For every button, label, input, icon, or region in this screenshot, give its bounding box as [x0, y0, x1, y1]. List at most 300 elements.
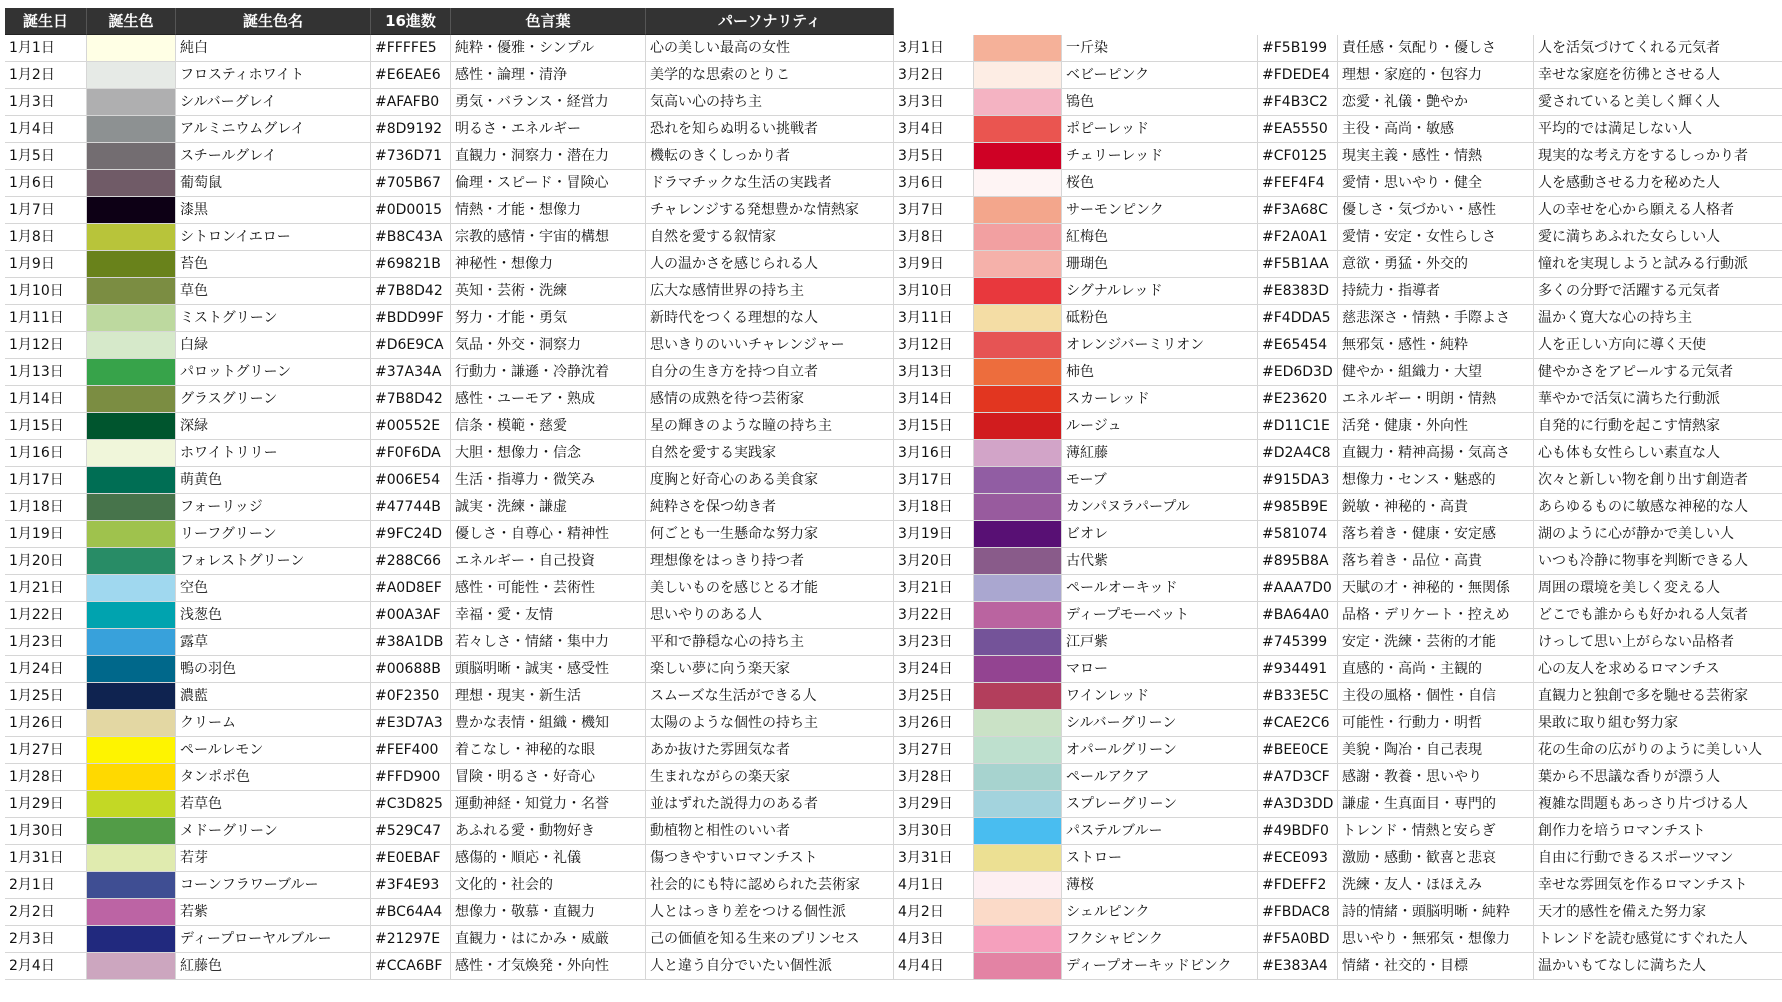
cell-color-name[interactable]: シェルピンク: [1062, 899, 1258, 926]
cell-hex[interactable]: #F2A0A1: [1258, 224, 1338, 251]
cell-color-words[interactable]: 直観力・精神高揚・気高さ: [1338, 440, 1534, 467]
color-swatch[interactable]: [87, 899, 176, 926]
cell-personality[interactable]: 自分の生き方を持つ自立者: [646, 359, 894, 386]
cell-personality[interactable]: 純粋さを保つ幼き者: [646, 494, 894, 521]
cell-hex[interactable]: #FBDAC8: [1258, 899, 1338, 926]
color-swatch[interactable]: [974, 440, 1062, 467]
color-swatch[interactable]: [974, 683, 1062, 710]
color-swatch[interactable]: [974, 629, 1062, 656]
cell-hex[interactable]: #A3D3DD: [1258, 791, 1338, 818]
cell-hex[interactable]: #288C66: [371, 548, 451, 575]
color-swatch[interactable]: [87, 143, 176, 170]
cell-color-words[interactable]: 落ち着き・健康・安定感: [1338, 521, 1534, 548]
cell-color-words[interactable]: 想像力・センス・魅惑的: [1338, 467, 1534, 494]
cell-color-name[interactable]: 深緑: [176, 413, 371, 440]
color-swatch[interactable]: [974, 359, 1062, 386]
cell-color-words[interactable]: 誠実・洗練・謙虚: [451, 494, 646, 521]
cell-color-name[interactable]: モーブ: [1062, 467, 1258, 494]
cell-color-words[interactable]: 純粋・優雅・シンプル: [451, 35, 646, 62]
cell-color-name[interactable]: カンパヌラパープル: [1062, 494, 1258, 521]
cell-hex[interactable]: #006E54: [371, 467, 451, 494]
cell-color-words[interactable]: 可能性・行動力・明哲: [1338, 710, 1534, 737]
cell-personality[interactable]: 自由に行動できるスポーツマン: [1534, 845, 1782, 872]
cell-color-words[interactable]: 鋭敏・神秘的・高貴: [1338, 494, 1534, 521]
cell-hex[interactable]: #FFD900: [371, 764, 451, 791]
cell-hex[interactable]: #8D9192: [371, 116, 451, 143]
cell-birthday[interactable]: 3月11日: [894, 305, 974, 332]
cell-color-words[interactable]: 恋愛・礼儀・艶やか: [1338, 89, 1534, 116]
cell-personality[interactable]: 湖のように心が静かで美しい人: [1534, 521, 1782, 548]
cell-color-name[interactable]: ペールレモン: [176, 737, 371, 764]
cell-personality[interactable]: 並はずれた説得力のある者: [646, 791, 894, 818]
color-swatch[interactable]: [87, 386, 176, 413]
cell-color-words[interactable]: 思いやり・無邪気・想像力: [1338, 926, 1534, 953]
cell-hex[interactable]: #F4B3C2: [1258, 89, 1338, 116]
cell-hex[interactable]: #00A3AF: [371, 602, 451, 629]
cell-hex[interactable]: #D6E9CA: [371, 332, 451, 359]
cell-color-name[interactable]: スカーレッド: [1062, 386, 1258, 413]
cell-birthday[interactable]: 3月31日: [894, 845, 974, 872]
cell-color-words[interactable]: 謙虚・生真面目・専門的: [1338, 791, 1534, 818]
cell-birthday[interactable]: 1月22日: [5, 602, 87, 629]
cell-personality[interactable]: 自然を愛する叙情家: [646, 224, 894, 251]
cell-birthday[interactable]: 4月2日: [894, 899, 974, 926]
cell-color-words[interactable]: 優しさ・気づかい・感性: [1338, 197, 1534, 224]
cell-color-words[interactable]: 勇気・バランス・経営力: [451, 89, 646, 116]
cell-personality[interactable]: 周囲の環境を美しく変える人: [1534, 575, 1782, 602]
cell-personality[interactable]: 複雑な問題もあっさり片づける人: [1534, 791, 1782, 818]
color-swatch[interactable]: [974, 35, 1062, 62]
cell-color-words[interactable]: 愛情・思いやり・健全: [1338, 170, 1534, 197]
cell-color-words[interactable]: 感性・可能性・芸術性: [451, 575, 646, 602]
cell-color-name[interactable]: グラスグリーン: [176, 386, 371, 413]
cell-color-name[interactable]: 漆黒: [176, 197, 371, 224]
cell-personality[interactable]: 平均的では満足しない人: [1534, 116, 1782, 143]
cell-hex[interactable]: #21297E: [371, 926, 451, 953]
cell-hex[interactable]: #705B67: [371, 170, 451, 197]
cell-birthday[interactable]: 1月15日: [5, 413, 87, 440]
color-swatch[interactable]: [87, 116, 176, 143]
cell-personality[interactable]: けっして思い上がらない品格者: [1534, 629, 1782, 656]
cell-personality[interactable]: 太陽のような個性の持ち主: [646, 710, 894, 737]
cell-personality[interactable]: 温かく寛大な心の持ち主: [1534, 305, 1782, 332]
cell-hex[interactable]: #985B9E: [1258, 494, 1338, 521]
cell-color-words[interactable]: 無邪気・感性・純粋: [1338, 332, 1534, 359]
cell-hex[interactable]: #FFFFE5: [371, 35, 451, 62]
color-swatch[interactable]: [974, 116, 1062, 143]
cell-color-words[interactable]: 宗教的感情・宇宙的構想: [451, 224, 646, 251]
cell-hex[interactable]: #CAE2C6: [1258, 710, 1338, 737]
cell-color-words[interactable]: 英知・芸術・洗練: [451, 278, 646, 305]
color-swatch[interactable]: [87, 467, 176, 494]
color-swatch[interactable]: [87, 926, 176, 953]
cell-hex[interactable]: #BDD99F: [371, 305, 451, 332]
cell-color-words[interactable]: エネルギー・明朗・情熱: [1338, 386, 1534, 413]
cell-hex[interactable]: #E3D7A3: [371, 710, 451, 737]
cell-birthday[interactable]: 1月21日: [5, 575, 87, 602]
cell-birthday[interactable]: 1月17日: [5, 467, 87, 494]
cell-hex[interactable]: #E6EAE6: [371, 62, 451, 89]
cell-hex[interactable]: #3F4E93: [371, 872, 451, 899]
cell-birthday[interactable]: 3月20日: [894, 548, 974, 575]
color-swatch[interactable]: [87, 251, 176, 278]
cell-birthday[interactable]: 3月21日: [894, 575, 974, 602]
color-swatch[interactable]: [87, 737, 176, 764]
cell-birthday[interactable]: 1月26日: [5, 710, 87, 737]
color-swatch[interactable]: [87, 845, 176, 872]
cell-color-name[interactable]: 紅梅色: [1062, 224, 1258, 251]
cell-color-name[interactable]: チェリーレッド: [1062, 143, 1258, 170]
cell-color-name[interactable]: 鴨の羽色: [176, 656, 371, 683]
cell-color-name[interactable]: 江戸紫: [1062, 629, 1258, 656]
cell-personality[interactable]: 思いきりのいいチャレンジャー: [646, 332, 894, 359]
cell-hex[interactable]: #9FC24D: [371, 521, 451, 548]
color-swatch[interactable]: [87, 818, 176, 845]
cell-birthday[interactable]: 1月8日: [5, 224, 87, 251]
cell-color-name[interactable]: スプレーグリーン: [1062, 791, 1258, 818]
cell-personality[interactable]: 心の美しい最高の女性: [646, 35, 894, 62]
color-swatch[interactable]: [87, 953, 176, 980]
cell-color-words[interactable]: 激励・感動・歓喜と悲哀: [1338, 845, 1534, 872]
cell-hex[interactable]: #F0F6DA: [371, 440, 451, 467]
cell-color-words[interactable]: 感性・論理・清浄: [451, 62, 646, 89]
cell-personality[interactable]: 人を正しい方向に導く天使: [1534, 332, 1782, 359]
cell-birthday[interactable]: 3月26日: [894, 710, 974, 737]
cell-color-words[interactable]: 想像力・敬慕・直観力: [451, 899, 646, 926]
cell-color-name[interactable]: フクシャピンク: [1062, 926, 1258, 953]
cell-color-words[interactable]: 信条・模範・慈愛: [451, 413, 646, 440]
color-swatch[interactable]: [87, 305, 176, 332]
cell-color-words[interactable]: 責任感・気配り・優しさ: [1338, 35, 1534, 62]
cell-color-words[interactable]: 気品・外交・洞察力: [451, 332, 646, 359]
cell-birthday[interactable]: 3月9日: [894, 251, 974, 278]
cell-birthday[interactable]: 3月2日: [894, 62, 974, 89]
cell-personality[interactable]: 天才的感性を備えた努力家: [1534, 899, 1782, 926]
color-swatch[interactable]: [87, 683, 176, 710]
color-swatch[interactable]: [974, 278, 1062, 305]
cell-personality[interactable]: 憧れを実現しようと試みる行動派: [1534, 251, 1782, 278]
cell-color-name[interactable]: 若紫: [176, 899, 371, 926]
cell-color-name[interactable]: シグナルレッド: [1062, 278, 1258, 305]
cell-color-words[interactable]: 感傷的・順応・礼儀: [451, 845, 646, 872]
cell-personality[interactable]: 機転のきくしっかり者: [646, 143, 894, 170]
cell-hex[interactable]: #E8383D: [1258, 278, 1338, 305]
color-swatch[interactable]: [974, 872, 1062, 899]
cell-color-words[interactable]: 美貌・陶冶・自己表現: [1338, 737, 1534, 764]
cell-birthday[interactable]: 3月8日: [894, 224, 974, 251]
cell-personality[interactable]: 動植物と相性のいい者: [646, 818, 894, 845]
color-swatch[interactable]: [974, 656, 1062, 683]
cell-hex[interactable]: #E383A4: [1258, 953, 1338, 980]
header-hex[interactable]: 16進数: [371, 8, 451, 35]
cell-color-words[interactable]: 倫理・スピード・冒険心: [451, 170, 646, 197]
cell-hex[interactable]: #ECE093: [1258, 845, 1338, 872]
cell-birthday[interactable]: 1月3日: [5, 89, 87, 116]
cell-hex[interactable]: #529C47: [371, 818, 451, 845]
cell-color-name[interactable]: ディープオーキッドピンク: [1062, 953, 1258, 980]
cell-birthday[interactable]: 1月12日: [5, 332, 87, 359]
color-swatch[interactable]: [974, 170, 1062, 197]
cell-personality[interactable]: 傷つきやすいロマンチスト: [646, 845, 894, 872]
cell-color-name[interactable]: 白緑: [176, 332, 371, 359]
cell-birthday[interactable]: 3月30日: [894, 818, 974, 845]
cell-birthday[interactable]: 3月15日: [894, 413, 974, 440]
color-swatch[interactable]: [87, 521, 176, 548]
cell-color-words[interactable]: 持続力・指導者: [1338, 278, 1534, 305]
cell-personality[interactable]: 人を感動させる力を秘めた人: [1534, 170, 1782, 197]
cell-color-name[interactable]: ホワイトリリー: [176, 440, 371, 467]
cell-birthday[interactable]: 3月10日: [894, 278, 974, 305]
cell-color-words[interactable]: 明るさ・エネルギー: [451, 116, 646, 143]
cell-color-name[interactable]: ペールオーキッド: [1062, 575, 1258, 602]
header-birth-color[interactable]: 誕生色: [87, 8, 176, 35]
cell-hex[interactable]: #D2A4C8: [1258, 440, 1338, 467]
cell-color-words[interactable]: 現実主義・感性・情熱: [1338, 143, 1534, 170]
cell-color-words[interactable]: 感謝・教養・思いやり: [1338, 764, 1534, 791]
cell-hex[interactable]: #CCA6BF: [371, 953, 451, 980]
cell-birthday[interactable]: 3月5日: [894, 143, 974, 170]
cell-color-name[interactable]: 浅葱色: [176, 602, 371, 629]
cell-color-words[interactable]: 冒険・明るさ・好奇心: [451, 764, 646, 791]
cell-personality[interactable]: 人とはっきり差をつける個性派: [646, 899, 894, 926]
cell-hex[interactable]: #F5B199: [1258, 35, 1338, 62]
color-swatch[interactable]: [974, 575, 1062, 602]
color-swatch[interactable]: [87, 278, 176, 305]
cell-color-name[interactable]: ストロー: [1062, 845, 1258, 872]
cell-personality[interactable]: 次々と新しい物を創り出す創造者: [1534, 467, 1782, 494]
cell-hex[interactable]: #0F2350: [371, 683, 451, 710]
cell-hex[interactable]: #CF0125: [1258, 143, 1338, 170]
cell-color-name[interactable]: シトロンイエロー: [176, 224, 371, 251]
cell-personality[interactable]: 果敢に取り組む努力家: [1534, 710, 1782, 737]
color-swatch[interactable]: [974, 818, 1062, 845]
cell-birthday[interactable]: 1月27日: [5, 737, 87, 764]
cell-color-name[interactable]: 紅藤色: [176, 953, 371, 980]
cell-hex[interactable]: #BC64A4: [371, 899, 451, 926]
cell-color-words[interactable]: 理想・家庭的・包容力: [1338, 62, 1534, 89]
cell-color-words[interactable]: 理想・現実・新生活: [451, 683, 646, 710]
cell-personality[interactable]: 幸せな雰囲気を作るロマンチスト: [1534, 872, 1782, 899]
cell-hex[interactable]: #7B8D42: [371, 386, 451, 413]
cell-hex[interactable]: #00552E: [371, 413, 451, 440]
cell-color-words[interactable]: 神秘性・想像力: [451, 251, 646, 278]
cell-personality[interactable]: 葉から不思議な香りが漂う人: [1534, 764, 1782, 791]
cell-birthday[interactable]: 1月7日: [5, 197, 87, 224]
cell-birthday[interactable]: 1月6日: [5, 170, 87, 197]
cell-birthday[interactable]: 1月29日: [5, 791, 87, 818]
cell-color-words[interactable]: 意欲・勇猛・外交的: [1338, 251, 1534, 278]
cell-birthday[interactable]: 1月24日: [5, 656, 87, 683]
cell-hex[interactable]: #EA5550: [1258, 116, 1338, 143]
cell-color-name[interactable]: 薄桜: [1062, 872, 1258, 899]
color-swatch[interactable]: [974, 764, 1062, 791]
cell-color-name[interactable]: オパールグリーン: [1062, 737, 1258, 764]
cell-birthday[interactable]: 3月3日: [894, 89, 974, 116]
cell-hex[interactable]: #FDEFF2: [1258, 872, 1338, 899]
cell-color-name[interactable]: 葡萄鼠: [176, 170, 371, 197]
cell-color-words[interactable]: 直感的・高尚・主観的: [1338, 656, 1534, 683]
cell-birthday[interactable]: 1月31日: [5, 845, 87, 872]
cell-birthday[interactable]: 3月28日: [894, 764, 974, 791]
cell-birthday[interactable]: 3月12日: [894, 332, 974, 359]
color-swatch[interactable]: [87, 548, 176, 575]
cell-birthday[interactable]: 4月4日: [894, 953, 974, 980]
cell-hex[interactable]: #B33E5C: [1258, 683, 1338, 710]
cell-hex[interactable]: #F3A68C: [1258, 197, 1338, 224]
cell-personality[interactable]: 広大な感情世界の持ち主: [646, 278, 894, 305]
color-swatch[interactable]: [974, 305, 1062, 332]
cell-color-words[interactable]: 天賦の才・神秘的・無関係: [1338, 575, 1534, 602]
cell-color-words[interactable]: 幸福・愛・友情: [451, 602, 646, 629]
header-color-words[interactable]: 色言葉: [451, 8, 646, 35]
color-swatch[interactable]: [974, 143, 1062, 170]
cell-color-words[interactable]: 生活・指導力・微笑み: [451, 467, 646, 494]
header-birthday[interactable]: 誕生日: [5, 8, 87, 35]
cell-hex[interactable]: #BEE0CE: [1258, 737, 1338, 764]
cell-hex[interactable]: #F5A0BD: [1258, 926, 1338, 953]
color-swatch[interactable]: [974, 467, 1062, 494]
cell-birthday[interactable]: 3月17日: [894, 467, 974, 494]
color-swatch[interactable]: [974, 899, 1062, 926]
cell-personality[interactable]: 星の輝きのような瞳の持ち主: [646, 413, 894, 440]
cell-personality[interactable]: 気高い心の持ち主: [646, 89, 894, 116]
cell-personality[interactable]: 何ごとも一生懸命な努力家: [646, 521, 894, 548]
cell-personality[interactable]: 恐れを知らぬ明るい挑戦者: [646, 116, 894, 143]
cell-color-words[interactable]: 感性・才気煥発・外向性: [451, 953, 646, 980]
color-swatch[interactable]: [87, 62, 176, 89]
cell-hex[interactable]: #B8C43A: [371, 224, 451, 251]
cell-color-name[interactable]: アルミニウムグレイ: [176, 116, 371, 143]
color-swatch[interactable]: [974, 521, 1062, 548]
cell-personality[interactable]: どこでも誰からも好かれる人気者: [1534, 602, 1782, 629]
cell-birthday[interactable]: 3月22日: [894, 602, 974, 629]
cell-birthday[interactable]: 1月30日: [5, 818, 87, 845]
cell-color-name[interactable]: フロスティホワイト: [176, 62, 371, 89]
cell-birthday[interactable]: 3月1日: [894, 35, 974, 62]
cell-hex[interactable]: #E23620: [1258, 386, 1338, 413]
cell-birthday[interactable]: 1月20日: [5, 548, 87, 575]
cell-hex[interactable]: #915DA3: [1258, 467, 1338, 494]
cell-birthday[interactable]: 1月28日: [5, 764, 87, 791]
cell-personality[interactable]: いつも冷静に物事を判断できる人: [1534, 548, 1782, 575]
cell-color-name[interactable]: 若草色: [176, 791, 371, 818]
cell-hex[interactable]: #581074: [1258, 521, 1338, 548]
cell-color-name[interactable]: 空色: [176, 575, 371, 602]
cell-hex[interactable]: #AAA7D0: [1258, 575, 1338, 602]
color-swatch[interactable]: [87, 764, 176, 791]
color-swatch[interactable]: [87, 791, 176, 818]
color-swatch[interactable]: [87, 35, 176, 62]
cell-color-name[interactable]: 薄紅藤: [1062, 440, 1258, 467]
cell-color-name[interactable]: シルバーグリーン: [1062, 710, 1258, 737]
color-swatch[interactable]: [87, 494, 176, 521]
cell-color-name[interactable]: シルバーグレイ: [176, 89, 371, 116]
cell-birthday[interactable]: 3月7日: [894, 197, 974, 224]
cell-personality[interactable]: 平和で静穏な心の持ち主: [646, 629, 894, 656]
cell-hex[interactable]: #934491: [1258, 656, 1338, 683]
color-swatch[interactable]: [974, 953, 1062, 980]
color-swatch[interactable]: [87, 197, 176, 224]
color-swatch[interactable]: [974, 926, 1062, 953]
cell-hex[interactable]: #736D71: [371, 143, 451, 170]
cell-color-words[interactable]: 健やか・組織力・大望: [1338, 359, 1534, 386]
color-swatch[interactable]: [87, 629, 176, 656]
cell-color-words[interactable]: 優しさ・自尊心・精神性: [451, 521, 646, 548]
cell-personality[interactable]: 人の幸せを心から願える人格者: [1534, 197, 1782, 224]
color-swatch[interactable]: [87, 575, 176, 602]
cell-color-words[interactable]: 主役・高尚・敏感: [1338, 116, 1534, 143]
cell-color-name[interactable]: クリーム: [176, 710, 371, 737]
cell-hex[interactable]: #37A34A: [371, 359, 451, 386]
cell-color-name[interactable]: ベビーピンク: [1062, 62, 1258, 89]
cell-personality[interactable]: 創作力を培うロマンチスト: [1534, 818, 1782, 845]
cell-color-words[interactable]: エネルギー・自己投資: [451, 548, 646, 575]
color-swatch[interactable]: [974, 710, 1062, 737]
color-swatch[interactable]: [974, 386, 1062, 413]
cell-color-name[interactable]: コーンフラワーブルー: [176, 872, 371, 899]
cell-birthday[interactable]: 1月2日: [5, 62, 87, 89]
cell-hex[interactable]: #7B8D42: [371, 278, 451, 305]
cell-color-words[interactable]: 愛情・安定・女性らしさ: [1338, 224, 1534, 251]
cell-color-name[interactable]: マロー: [1062, 656, 1258, 683]
cell-color-name[interactable]: 珊瑚色: [1062, 251, 1258, 278]
cell-hex[interactable]: #0D0015: [371, 197, 451, 224]
cell-color-name[interactable]: ミストグリーン: [176, 305, 371, 332]
cell-birthday[interactable]: 1月23日: [5, 629, 87, 656]
cell-personality[interactable]: 人の温かさを感じられる人: [646, 251, 894, 278]
cell-birthday[interactable]: 1月19日: [5, 521, 87, 548]
cell-birthday[interactable]: 3月27日: [894, 737, 974, 764]
cell-color-words[interactable]: 大胆・想像力・信念: [451, 440, 646, 467]
cell-color-name[interactable]: 桜色: [1062, 170, 1258, 197]
cell-color-words[interactable]: 落ち着き・品位・高貴: [1338, 548, 1534, 575]
cell-color-words[interactable]: 洗練・友人・ほほえみ: [1338, 872, 1534, 899]
cell-personality[interactable]: 心の友人を求めるロマンチス: [1534, 656, 1782, 683]
cell-birthday[interactable]: 2月4日: [5, 953, 87, 980]
cell-birthday[interactable]: 3月4日: [894, 116, 974, 143]
cell-personality[interactable]: トレンドを読む感覚にすぐれた人: [1534, 926, 1782, 953]
cell-color-words[interactable]: 活発・健康・外向性: [1338, 413, 1534, 440]
color-swatch[interactable]: [87, 413, 176, 440]
cell-color-name[interactable]: オレンジバーミリオン: [1062, 332, 1258, 359]
color-swatch[interactable]: [87, 872, 176, 899]
cell-birthday[interactable]: 3月18日: [894, 494, 974, 521]
cell-hex[interactable]: #FDEDE4: [1258, 62, 1338, 89]
color-swatch[interactable]: [974, 737, 1062, 764]
color-swatch[interactable]: [974, 791, 1062, 818]
cell-color-words[interactable]: あふれる愛・動物好き: [451, 818, 646, 845]
cell-hex[interactable]: #745399: [1258, 629, 1338, 656]
cell-color-name[interactable]: フォレストグリーン: [176, 548, 371, 575]
cell-color-words[interactable]: 情緒・社交的・目標: [1338, 953, 1534, 980]
cell-personality[interactable]: 愛されていると美しく輝く人: [1534, 89, 1782, 116]
cell-color-words[interactable]: 頭脳明晰・誠実・感受性: [451, 656, 646, 683]
cell-birthday[interactable]: 3月24日: [894, 656, 974, 683]
cell-personality[interactable]: チャレンジする発想豊かな情熱家: [646, 197, 894, 224]
cell-color-name[interactable]: サーモンピンク: [1062, 197, 1258, 224]
color-swatch[interactable]: [87, 359, 176, 386]
cell-color-name[interactable]: パステルブルー: [1062, 818, 1258, 845]
cell-hex[interactable]: #ED6D3D: [1258, 359, 1338, 386]
cell-personality[interactable]: 社会的にも特に認められた芸術家: [646, 872, 894, 899]
cell-hex[interactable]: #895B8A: [1258, 548, 1338, 575]
cell-birthday[interactable]: 3月29日: [894, 791, 974, 818]
color-swatch[interactable]: [87, 224, 176, 251]
cell-personality[interactable]: 多くの分野で活躍する元気者: [1534, 278, 1782, 305]
cell-personality[interactable]: 思いやりのある人: [646, 602, 894, 629]
color-swatch[interactable]: [87, 440, 176, 467]
cell-hex[interactable]: #AFAFB0: [371, 89, 451, 116]
